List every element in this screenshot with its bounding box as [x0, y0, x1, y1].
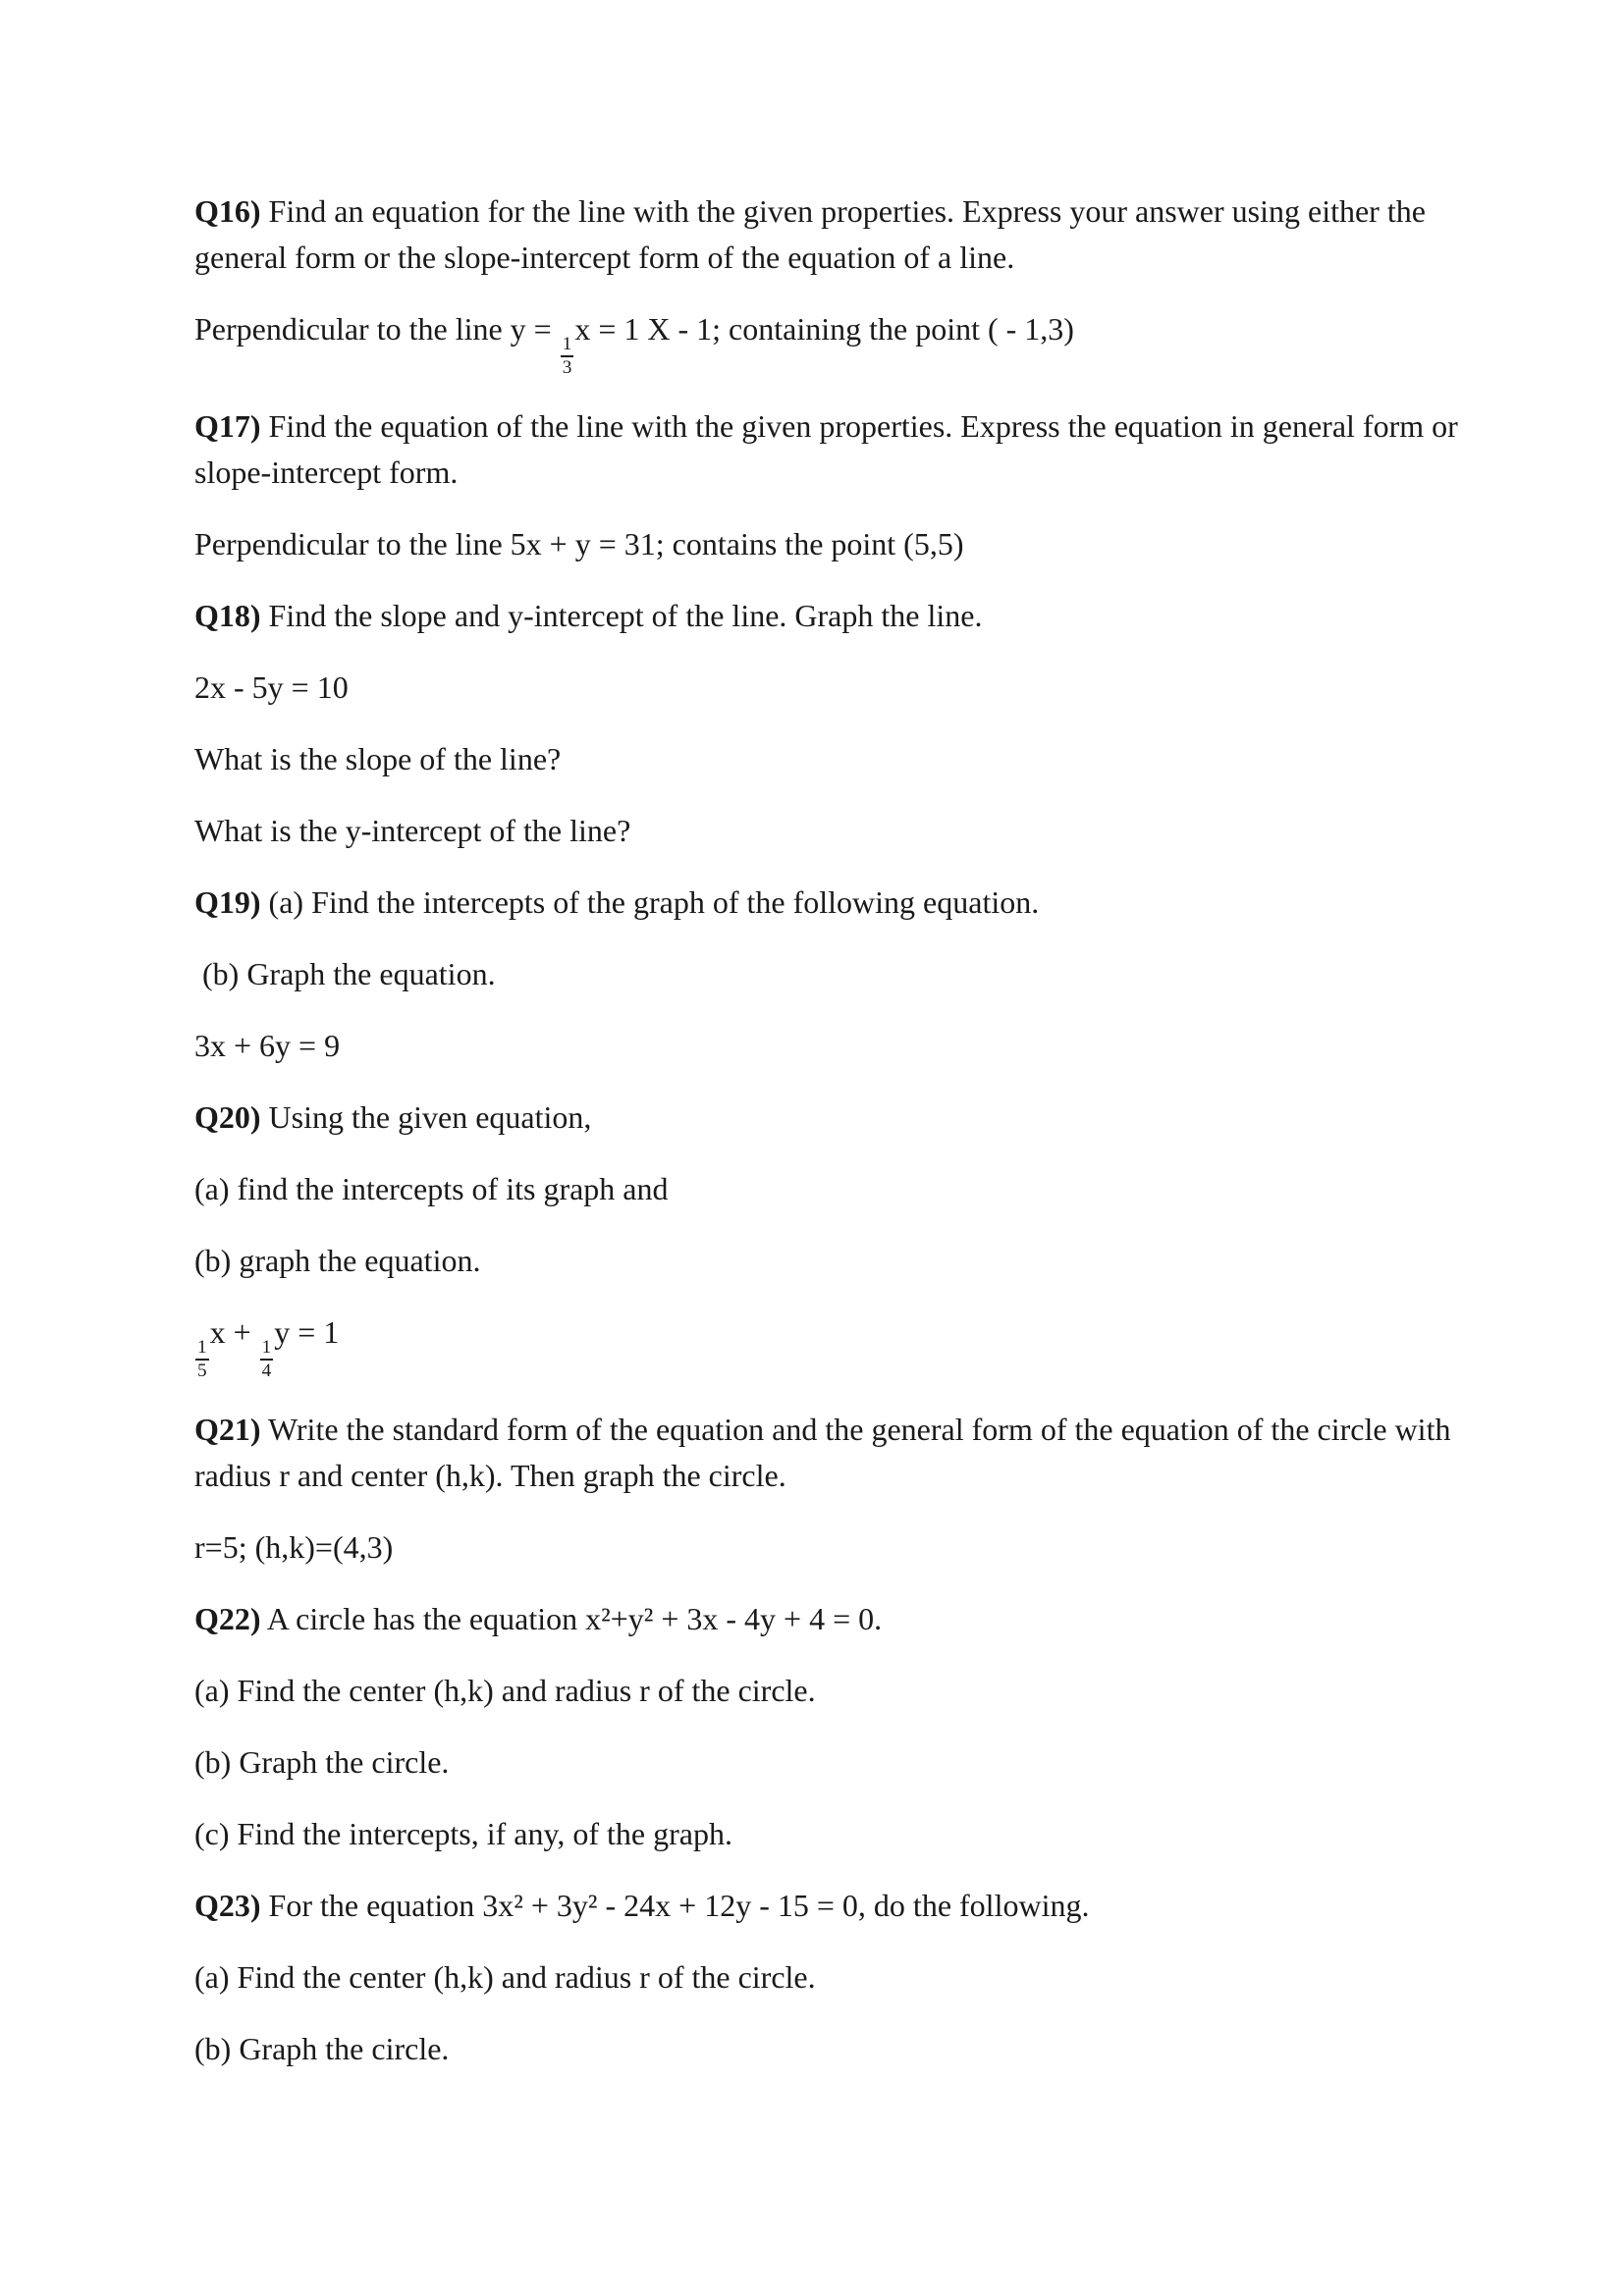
- question-q17-label: Q17): [194, 407, 261, 444]
- question-q22-label: Q22): [194, 1600, 261, 1636]
- question-q22-part-c: (c) Find the intercepts, if any, of the graph.: [194, 1815, 732, 1851]
- question-q18-equation: 2x - 5y = 10: [194, 668, 349, 705]
- fraction: [560, 335, 575, 378]
- question-q16-text: Find an equation for the line with the given properties. Express your answer using either the general form or the slope-intercept form of the equation of a line.: [194, 193, 1434, 275]
- fraction-numerator: 1: [195, 1338, 209, 1361]
- fraction-denominator: 5: [197, 1360, 207, 1381]
- fraction-numerator: 1: [561, 335, 574, 357]
- question-q19-equation: 3x + 6y = 9: [194, 1027, 341, 1063]
- question-q18-part-a: What is the slope of the line?: [194, 740, 562, 776]
- question-q21-text: Write the standard form of the equation and the general form of the equation of the circle with radius r and center (h,k). Then graph the circle.: [194, 1411, 1459, 1493]
- question-q17-condition: Perpendicular to the line 5x + y = 31; contains the point (5,5): [194, 525, 964, 561]
- question-q17-text: Find the equation of the line with the given properties. Express the equation in general form or slope-intercept form.: [194, 407, 1466, 490]
- question-q23-part-b: (b) Graph the circle.: [194, 2030, 450, 2066]
- question-q16: [194, 188, 1473, 281]
- question-q17: [194, 403, 1473, 496]
- question-q19: [194, 880, 1473, 926]
- question-q23: [194, 1883, 1473, 1929]
- question-q23-label: Q23): [194, 1887, 261, 1923]
- fraction: [194, 1338, 210, 1381]
- question-q18-text: Find the slope and y-intercept of the line. Graph the line.: [260, 597, 983, 633]
- question-q21-condition: r=5; (h,k)=(4,3): [194, 1528, 394, 1565]
- question-q21: [194, 1407, 1473, 1499]
- question-q16-label: Q16): [194, 193, 261, 229]
- question-q19-part-b: (b) Graph the equation.: [194, 955, 496, 991]
- question-q18-part-b: What is the y-intercept of the line?: [194, 812, 631, 848]
- question-q18: [194, 593, 1473, 639]
- question-q22-text: A circle has the equation x²+y² + 3x - 4y + 4 = 0.: [260, 1600, 883, 1636]
- question-q19-text: (a) Find the intercepts of the graph of the following equation.: [260, 883, 1040, 920]
- question-q20-label: Q20): [194, 1098, 261, 1135]
- question-q20-equation: $\frac{1}{5}$ x + $\frac{1}{4}$ y = 1: [194, 1309, 1473, 1381]
- question-q20-part-b: (b) graph the equation.: [194, 1242, 481, 1278]
- question-q23-text: For the equation 3x² + 3y² - 24x + 12y - 15 = 0, do the following.: [260, 1887, 1090, 1923]
- question-q19-label: Q19): [194, 883, 261, 920]
- question-q20: [194, 1095, 1473, 1141]
- fraction-denominator: 4: [261, 1360, 272, 1381]
- fraction-numerator: 1: [260, 1338, 274, 1361]
- question-q20-text: Using the given equation,: [260, 1098, 592, 1135]
- question-q21-label: Q21): [194, 1411, 261, 1447]
- question-q22-part-a: (a) Find the center (h,k) and radius r of the circle.: [194, 1672, 816, 1708]
- question-q22-part-b: (b) Graph the circle.: [194, 1743, 450, 1780]
- fraction: [259, 1338, 275, 1381]
- question-q16-condition: Perpendicular to the line y = $\frac{1}{3}$ x = 1 X - 1; containing the point ( - 1,3): [194, 311, 1074, 378]
- fraction-denominator: 3: [562, 356, 572, 378]
- question-q22: [194, 1596, 1473, 1642]
- question-q18-label: Q18): [194, 597, 261, 633]
- question-q23-part-a: (a) Find the center (h,k) and radius r of the circle.: [194, 1958, 816, 1995]
- question-q20-part-a: (a) find the intercepts of its graph and: [194, 1170, 669, 1206]
